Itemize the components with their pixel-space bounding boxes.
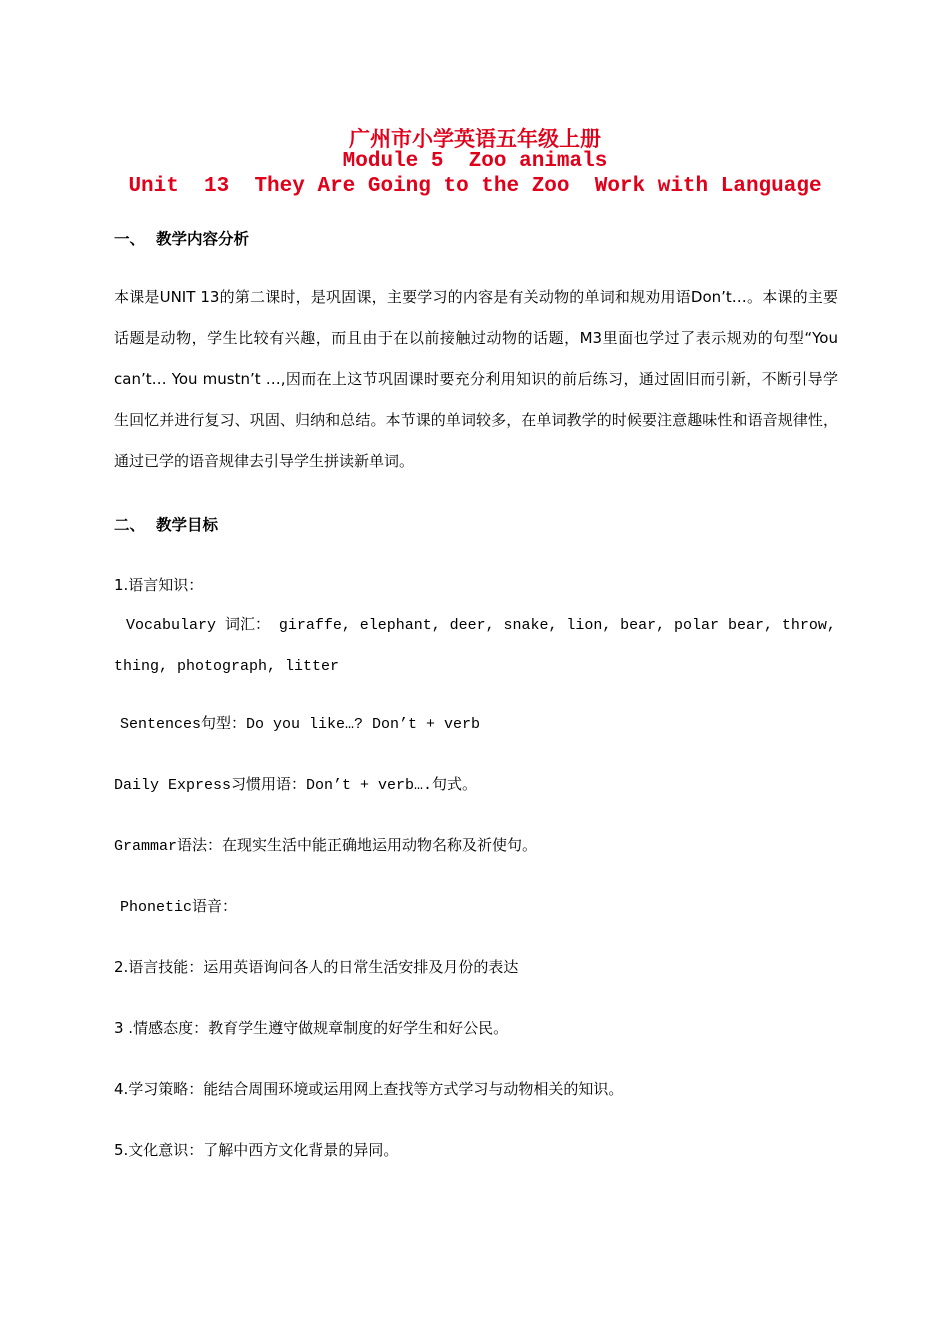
learning-strategy-line: 4.学习策略：能结合周围环境或运用网上查找等方式学习与动物相关的知识。 <box>114 1080 624 1098</box>
section-number-1: 一、 <box>114 230 146 248</box>
vocab-word: giraffe, <box>278 617 351 634</box>
vocab-word: throw, <box>781 617 836 634</box>
vocab-word: deer, <box>449 617 495 634</box>
vocab-word: polar bear, <box>674 617 774 634</box>
phonetic-line: Phonetic语音： <box>120 899 238 916</box>
section-title-2: 教学目标 <box>156 516 219 534</box>
section-title-1: 教学内容分析 <box>156 230 250 248</box>
title-module: Module 5 Zoo animals <box>342 150 608 173</box>
language-knowledge-title: 1.语言知识： <box>114 576 204 594</box>
vocabulary-block <box>114 605 836 687</box>
section-number-2: 二、 <box>114 516 146 534</box>
vocab-word: elephant, <box>359 617 441 634</box>
daily-express-line: Daily Express习惯用语：Don’t + verb….句式。 <box>114 777 478 794</box>
emotional-attitude-line: 3 .情感态度：教育学生遵守做规章制度的好学生和好公民。 <box>114 1019 509 1037</box>
section-heading-1 <box>114 227 249 249</box>
title-chinese: 广州市小学英语五年级上册 <box>349 127 601 151</box>
vocabulary-line-1 <box>114 605 836 646</box>
section-heading-2 <box>114 513 218 535</box>
vocabulary-line-2: thing, photograph, litter <box>114 658 340 675</box>
section-1-paragraph: 本课是UNIT 13的第二课时，是巩固课，主要学习的内容是有关动物的单词和规劝用语Don’t…。本课的主要话题是动物，学生比较有兴趣，而且由于在以前接触过动物的话题，M3里面也学过了表示规劝的句型“You can’t… You mustn’t …,因而在上这节巩固课时要充分利用知识的前后练习，通过固旧而引新，不断引导学生回忆并进行复习、巩固、归纳和总结。本节课的单词较多，在单词教学的时候要注意趣味性和语音规律性，通过已学的语音规律去引导学生拼读新单词。 <box>114 288 838 470</box>
grammar-line: Grammar语法：在现实生活中能正确地运用动物名称及祈使句。 <box>114 838 538 855</box>
title-unit: Unit 13 They Are Going to the Zoo Work with Language <box>128 175 822 198</box>
cultural-awareness-line: 5.文化意识：了解中西方文化背景的异同。 <box>114 1141 399 1159</box>
vocabulary-label: Vocabulary 词汇： <box>126 617 271 634</box>
vocab-word: snake, <box>503 617 558 634</box>
language-skills-line: 2.语言技能：运用英语询问各人的日常生活安排及月份的表达 <box>114 958 519 976</box>
sentences-line: Sentences句型：Do you like…? Don’t + verb <box>120 716 481 733</box>
vocab-word: lion, <box>566 617 612 634</box>
vocab-word: bear, <box>620 617 666 634</box>
